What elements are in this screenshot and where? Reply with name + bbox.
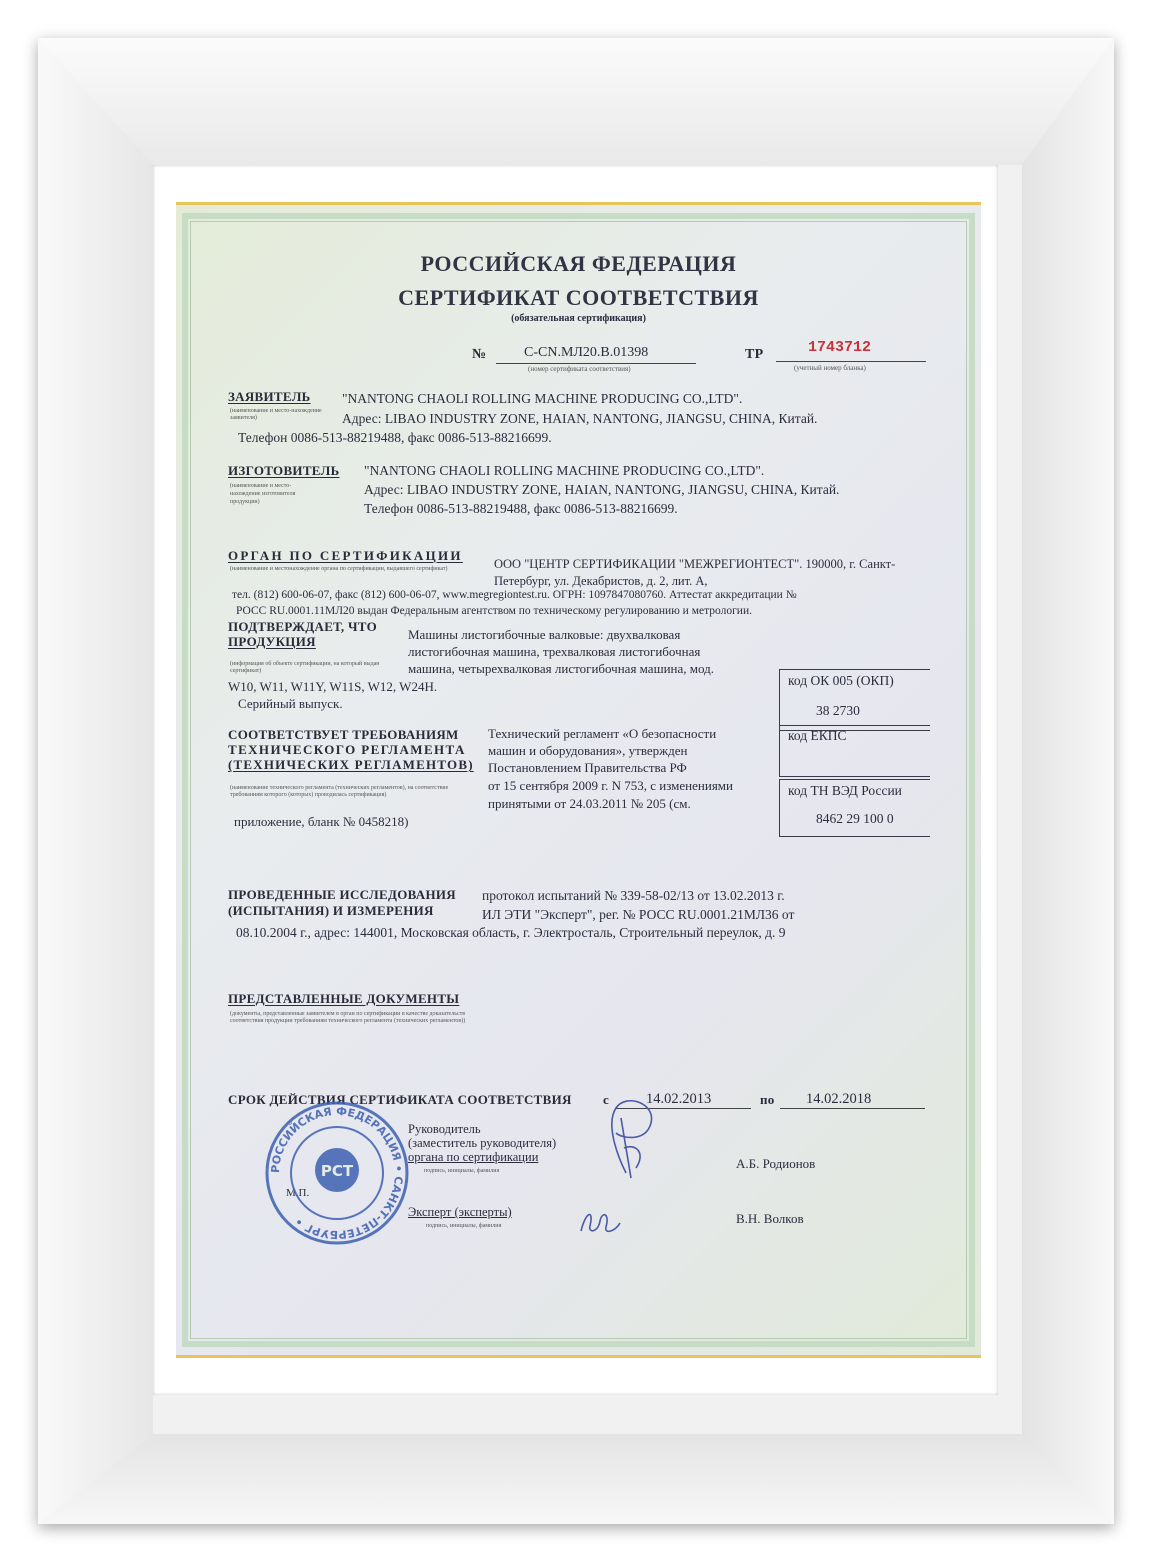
- validity-to-underline: [780, 1108, 925, 1109]
- head-title-2: (заместитель руководителя): [408, 1136, 557, 1150]
- expert-name: В.Н. Волков: [736, 1211, 804, 1226]
- okp-code-label: код ОК 005 (ОКП): [788, 673, 894, 688]
- tests-line-1: протокол испытаний № 339-58-02/13 от 13.02.2013 г.: [482, 888, 785, 903]
- regulation-label-2: ТЕХНИЧЕСКОГО РЕГЛАМЕНТА: [228, 742, 466, 757]
- validity-from-date: 14.02.2013: [646, 1091, 712, 1107]
- documents-caption: (документы, представленные заявителем в орган по сертификации в качестве доказательств соответствия продукции требованиям технического регламента (технических регламентов)): [230, 1011, 466, 1024]
- product-line-2: листогибочная машина, трехвалковая листогибочная: [408, 644, 701, 659]
- manufacturer-caption-3: продукции): [230, 499, 260, 505]
- product-line-3: машина, четырехвалковая листогибочная машина, мод.: [408, 661, 714, 676]
- country-title: РОССИЙСКАЯ ФЕДЕРАЦИЯ: [420, 251, 737, 276]
- tests-line-3: 08.10.2004 г., адрес: 144001, Московская область, г. Электросталь, Строительный переулок, д. 9: [236, 925, 786, 940]
- regulation-line-1: Технический регламент «О безопасности: [488, 726, 717, 741]
- mp-mark: М.П.: [286, 1187, 310, 1199]
- product-label-2: ПРОДУКЦИЯ: [228, 634, 316, 649]
- documents-label: ПРЕДСТАВЛЕННЫЕ ДОКУМЕНТЫ: [228, 991, 460, 1006]
- blank-number: 1743712: [808, 339, 872, 356]
- regulation-label-3: (ТЕХНИЧЕСКИХ РЕГЛАМЕНТОВ): [228, 757, 474, 772]
- certification-stamp: [262, 1098, 412, 1248]
- regulation-line-5: принятыми от 24.03.2011 № 205 (см.: [488, 796, 691, 811]
- certificate: [176, 202, 981, 1358]
- applicant-label: ЗАЯВИТЕЛЬ: [228, 389, 311, 404]
- head-signature: [576, 1093, 686, 1183]
- applicant-caption: (наименование и место-нахождение заявителя): [230, 408, 322, 421]
- regulation-line-2: машин и оборудования», утвержден: [488, 743, 688, 758]
- expert-sign-caption: подпись, инициалы, фамилия: [426, 1223, 502, 1229]
- product-line-5: Серийный выпуск.: [238, 696, 343, 711]
- regulation-label-1: СООТВЕТСТВУЕТ ТРЕБОВАНИЯМ: [228, 727, 459, 742]
- manufacturer-phone: Телефон 0086-513-88219488, факс 0086-513-88216699.: [364, 501, 678, 516]
- tnved-code-label: код ТН ВЭД России: [788, 783, 902, 798]
- cert-body-line-4: РОСС RU.0001.11МЛ20 выдан Федеральным агентством по техническому регулированию и метрологии.: [236, 605, 752, 617]
- applicant-phone: Телефон 0086-513-88219488, факс 0086-513-88216699.: [238, 430, 552, 445]
- number-caption: (номер сертификата соответствия): [528, 365, 631, 373]
- tests-label-1: ПРОВЕДЕННЫЕ ИССЛЕДОВАНИЯ: [228, 887, 456, 902]
- cert-body-line-1: ООО "ЦЕНТР СЕРТИФИКАЦИИ "МЕЖРЕГИОНТЕСТ". 190000, г. Санкт-: [494, 557, 896, 571]
- tests-line-2: ИЛ ЭТИ "Эксперт", рег. № РОСС RU.0001.21МЛ36 от: [482, 907, 795, 922]
- tnved-code-value: 8462 29 100 0: [816, 811, 894, 826]
- cert-body-line-3: тел. (812) 600-06-07, факс (812) 600-06-07, www.megregiontest.ru. ОГРН: 1097847080760. Аттестат аккредитации №: [232, 589, 797, 601]
- manufacturer-caption-1: (наименование и место-: [230, 483, 292, 489]
- frame-bevel-right: [1022, 38, 1114, 1524]
- validity-to-label: по: [760, 1092, 775, 1107]
- validity-from-label: с: [603, 1092, 610, 1107]
- frame-bevel-left: [38, 38, 153, 1524]
- blank-caption: (учетный номер бланка): [794, 364, 866, 372]
- certificate-subtitle: (обязательная сертификация): [511, 313, 646, 324]
- cert-body-label: ОРГАН ПО СЕРТИФИКАЦИИ: [228, 548, 463, 563]
- validity-to-date: 14.02.2018: [806, 1091, 872, 1107]
- regulation-line-3: Постановлением Правительства РФ: [488, 760, 687, 775]
- certificate-number: C-CN.МЛ20.В.01398: [524, 345, 649, 360]
- manufacturer-label: ИЗГОТОВИТЕЛЬ: [228, 463, 340, 478]
- stamp-center-text: РСТ: [320, 1162, 354, 1180]
- blank-underline: [776, 361, 926, 362]
- applicant-address: Адрес: LIBAO INDUSTRY ZONE, HAIAN, NANTONG, JIANGSU, CHINA, Китай.: [342, 411, 818, 426]
- head-title-1: Руководитель: [408, 1122, 481, 1136]
- certificate-title: СЕРТИФИКАТ СООТВЕТСТВИЯ: [398, 285, 759, 310]
- head-sign-caption: подпись, инициалы, фамилия: [424, 1168, 500, 1174]
- expert-title: Эксперт (эксперты): [408, 1205, 512, 1219]
- head-name: А.Б. Родионов: [736, 1156, 816, 1171]
- cert-body-line-2: Петербург, ул. Декабристов, д. 2, лит. А,: [494, 574, 708, 588]
- manufacturer-name: "NANTONG CHAOLI ROLLING MACHINE PRODUCING CO.,LTD".: [364, 463, 765, 478]
- frame-bevel-top: [38, 38, 1114, 165]
- tp-label: ТР: [745, 347, 764, 362]
- number-label: №: [472, 347, 487, 362]
- applicant-name: "NANTONG CHAOLI ROLLING MACHINE PRODUCING CO.,LTD".: [342, 391, 743, 406]
- manufacturer-address: Адрес: LIBAO INDUSTRY ZONE, HAIAN, NANTONG, JIANGSU, CHINA, Китай.: [364, 482, 840, 497]
- product-line-1: Машины листогибочные валковые: двухвалковая: [408, 627, 681, 642]
- validity-label: СРОК ДЕЙСТВИЯ СЕРТИФИКАТА СООТВЕТСТВИЯ: [228, 1092, 572, 1107]
- regulation-line-6: приложение, бланк № 0458218): [234, 814, 409, 829]
- tests-label-2: (ИСПЫТАНИЯ) И ИЗМЕРЕНИЯ: [228, 903, 434, 918]
- product-caption: (информация об объекте сертификации, на который выдан сертификат): [230, 661, 380, 674]
- head-title-3: органа по сертификации: [408, 1150, 539, 1164]
- number-underline: [496, 363, 696, 364]
- stamp-ring-text: РОССИЙСКАЯ ФЕДЕРАЦИЯ • САНКТ-ПЕТЕРБУРГ •: [268, 1104, 406, 1242]
- ekps-code-label: код ЕКПС: [788, 728, 847, 743]
- regulation-line-4: от 15 сентября 2009 г. N 753, с изменениями: [488, 778, 733, 793]
- product-line-4: W10, W11, W11Y, W11S, W12, W24H.: [228, 679, 438, 694]
- cert-body-caption: (наименование и местонахождение органа по сертификации, выдавшего сертификат): [230, 566, 448, 572]
- regulation-caption: (наименование технического регламента (технических регламентов), на соответствие требованиям которого (которых) проводилась сертификация): [230, 785, 449, 798]
- frame-bevel-bottom: [38, 1434, 1114, 1524]
- product-label-1: ПОДТВЕРЖДАЕТ, ЧТО: [228, 619, 377, 634]
- okp-code-value: 38 2730: [816, 703, 860, 718]
- manufacturer-caption-2: нахождение изготовителя: [230, 491, 296, 497]
- expert-signature: [576, 1201, 636, 1241]
